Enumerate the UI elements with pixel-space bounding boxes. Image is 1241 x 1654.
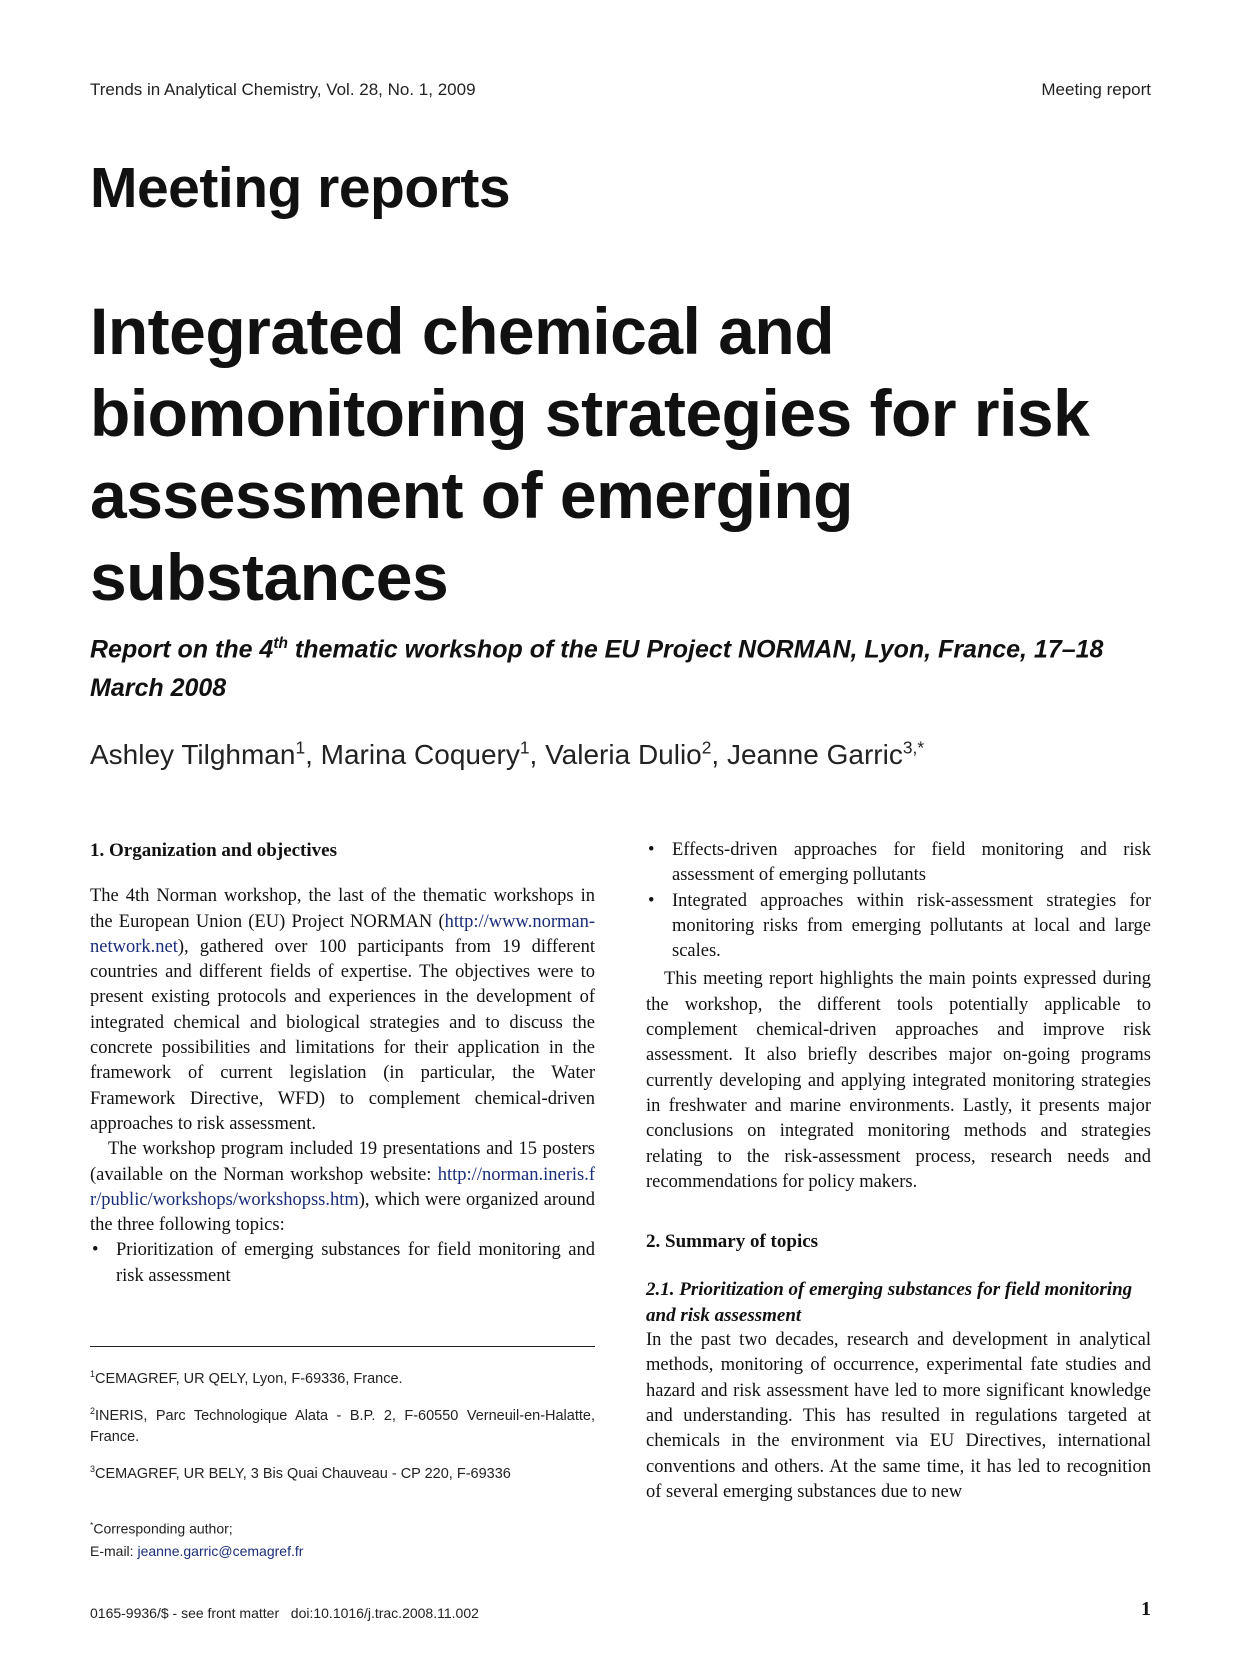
section-heading-2: 2. Summary of topics (646, 1231, 819, 1253)
running-header-type: Meeting report (1041, 80, 1151, 99)
footnotes (90, 1364, 595, 1495)
paragraph-4: In the past two decades, research and development in analytical methods, monitoring of occurrence, experimental fate studies and hazard and risk assessment have led to more significant knowledge and understanding. This has resulted in regulations targeted at chemicals in the environment via EU Directives, international conventions and others. At the same time, it has led to recognition of several emerging substances due to new (646, 1330, 1151, 1502)
footnote: $^3$CEMAGREF, UR BELY, 3 Bis Quai Chauveau - CP 220, F-69336 (90, 1463, 511, 1482)
norman-network-link[interactable]: http://www.norman-network.net (90, 911, 595, 957)
paragraph-3: This meeting report highlights the main points expressed during the workshop, the different tools potentially applicable to complement chemical-driven approaches and improve risk assessment. It also briefly describes major on-going programs currently developing and applying integrated monitoring strategies in freshwater and marine environments. Lastly, it presents major conclusions on integrated monitoring methods and strategies relating to the risk-assessment process, research needs and recommendations for policy makers. (646, 969, 1151, 1192)
paragraph-1: The 4th Norman workshop, the last of the thematic workshops in the European Union (EU) Project NORMAN (http://www.norman-network.net), gathered over 100 participants from 19 different countries and different fields of expertise. The objectives were to present existing protocols and experiences in the development of integrated chemical and biological strategies and to discuss the concrete possibilities and limitations for their application in the framework of current legislation (in particular, the Water Framework Directive, WFD) to complement chemical-driven approaches to risk assessment. (90, 886, 595, 1134)
list-item: • Effects-driven approaches for field monitoring and risk assessment of emerging pollutants (648, 840, 1151, 886)
section-label: Meeting reports (90, 156, 511, 220)
page-number: 1 (1141, 1598, 1151, 1620)
email-link[interactable]: jeanne.garric@cemagref.fr (137, 1542, 304, 1559)
subtitle-sup: th (273, 635, 288, 652)
bullet-icon: • (648, 890, 655, 911)
topic-list-continued (646, 838, 1151, 964)
footnote-rule (90, 1346, 595, 1347)
list-item: • Prioritization of emerging substances for field monitoring and risk assessment (92, 1240, 595, 1286)
author: Valeria Dulio$^2$, (545, 738, 727, 771)
section-heading-1: 1. Organization and objectives (90, 840, 337, 861)
bullet-icon: • (92, 1240, 99, 1261)
author: Ashley Tilghman$^1$, (90, 738, 321, 771)
article-subtitle (90, 624, 1150, 708)
corresponding-author: *Corresponding author; E-mail: jeanne.garric@cemagref.fr (90, 1520, 304, 1559)
author: Jeanne Garric$^{3,*}$ (726, 738, 925, 771)
topic-list (90, 1238, 595, 1289)
subtitle-pre: Report on the 4 (90, 635, 274, 664)
author: Marina Coquery$^1$, (320, 738, 546, 771)
footnote: $^2$INERIS, Parc Technologique Alata - B.P. 2, F-60550 Verneuil-en-Halatte, France. (90, 1405, 595, 1445)
workshop-website-link[interactable]: http://norman.ineris.fr/public/workshops/workshopss.htm (90, 1164, 595, 1210)
bullet-icon: • (648, 840, 655, 860)
footnote: $^1$CEMAGREF, UR QELY, Lyon, F-69336, France. (90, 1369, 403, 1387)
right-column (646, 838, 1151, 1505)
left-column (90, 838, 595, 1289)
page-footer: 0165-9936/$ - see front matter doi:10.1016/j.trac.2008.11.002 (90, 1605, 479, 1621)
running-header-journal: Trends in Analytical Chemistry, Vol. 28, No. 1, 2009 (90, 80, 476, 99)
subsection-heading-2-1: 2.1. Prioritization of emerging substances for field monitoring and risk assessment (646, 1279, 1133, 1326)
paragraph-2: The workshop program included 19 presentations and 15 posters (available on the Norman workshop website: http://norman.ineris.fr/public/workshops/workshopss.htm), which were organized around the three following topics: (90, 1139, 595, 1236)
article-title: Integrated chemical and biomonitoring strategies for risk assessment of emerging substances (90, 294, 1090, 614)
subtitle-post: thematic workshop of the EU Project NORMAN, Lyon, France, 17–18 March 2008 (90, 635, 1104, 703)
list-item: • Integrated approaches within risk-assessment strategies for monitoring risks from emerging pollutants at local and large scales. (648, 890, 1151, 962)
author-list (90, 738, 1150, 771)
